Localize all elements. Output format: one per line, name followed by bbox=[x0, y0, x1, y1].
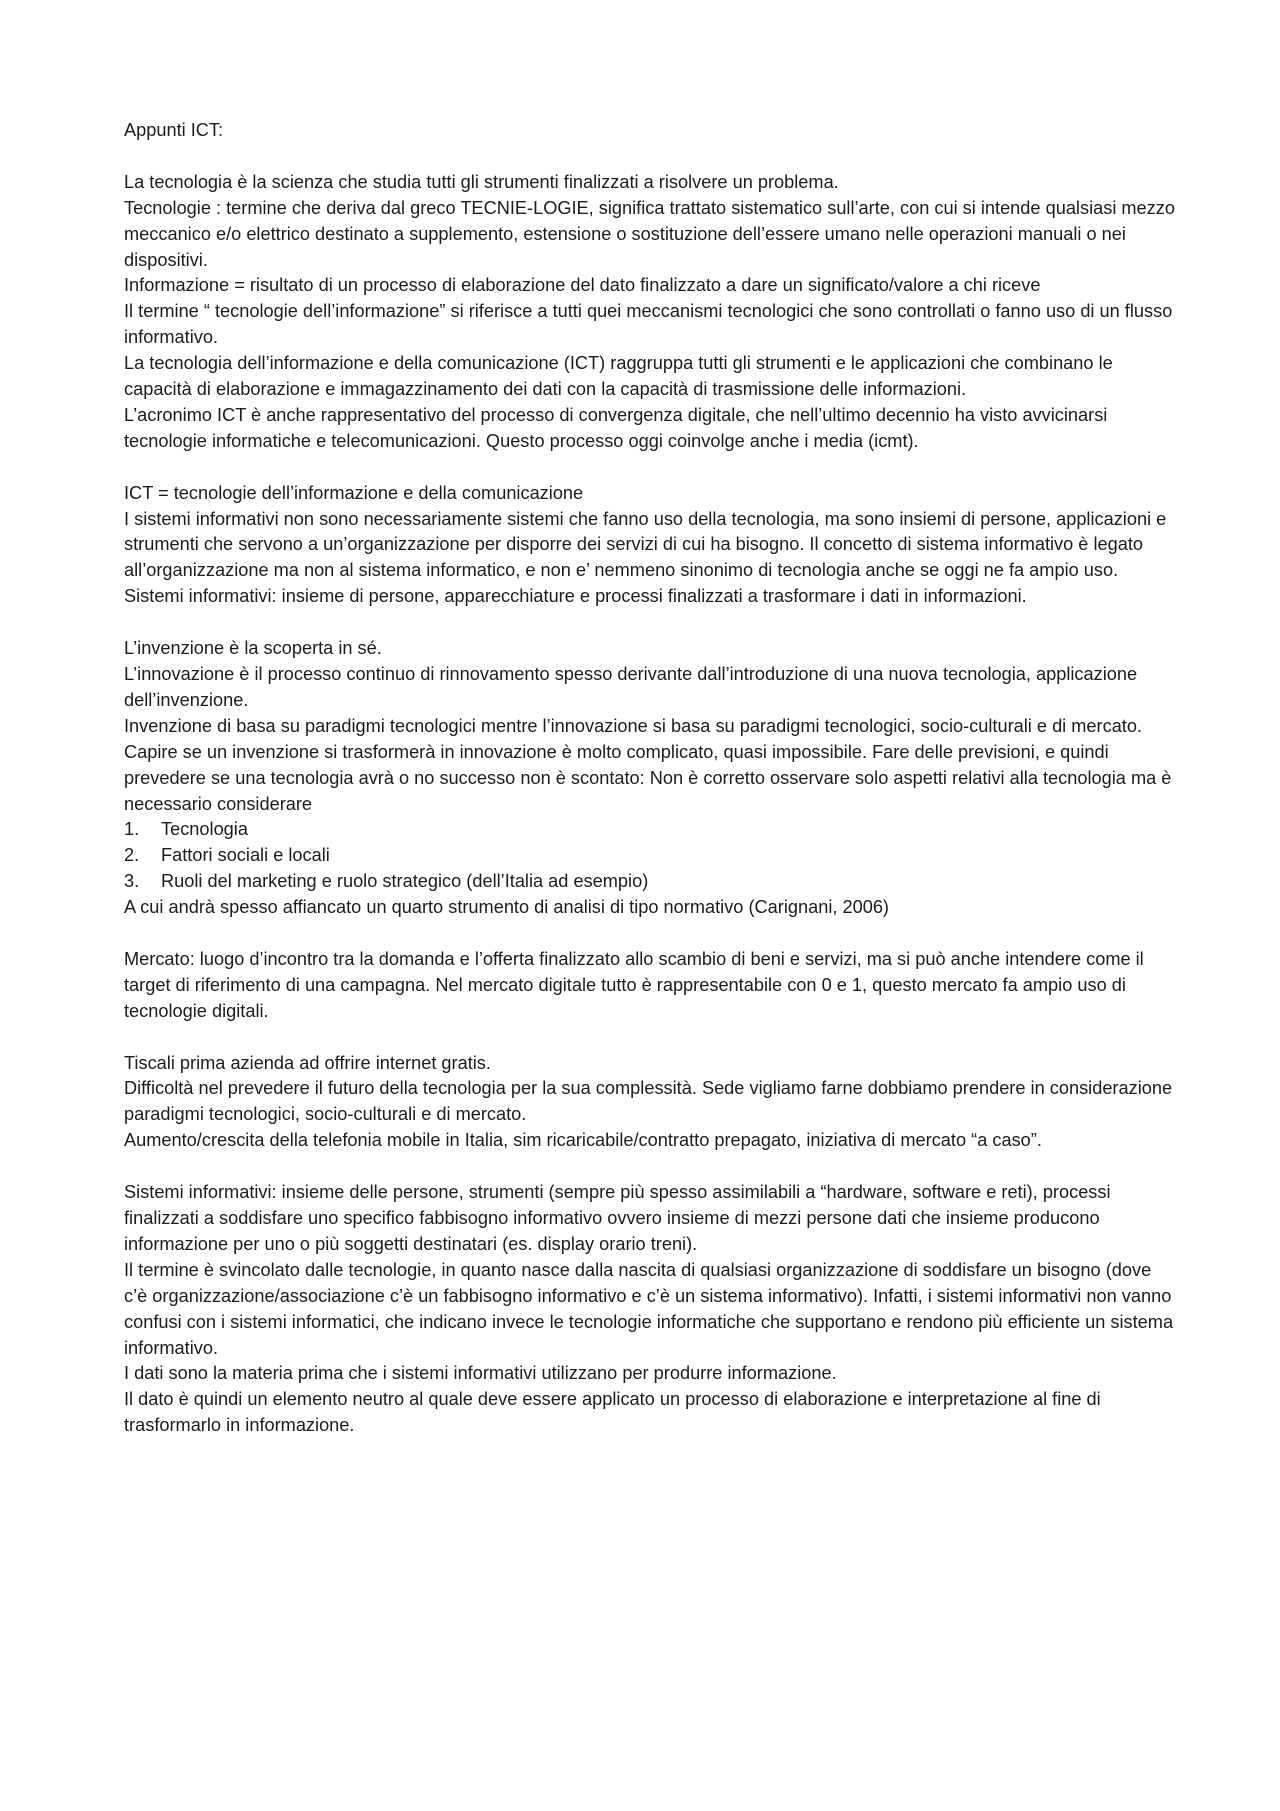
paragraph: Il termine “ tecnologie dell’informazione” si riferisce a tutti quei meccanismi tecnologici che sono controllati o fanno uso di un flusso informativo. bbox=[124, 301, 1173, 348]
paragraph: I dati sono la materia prima che i sistemi informativi utilizzano per produrre informazione. bbox=[124, 1363, 837, 1384]
section-information-systems-detail bbox=[124, 1180, 1179, 1439]
paragraph: Tiscali prima azienda ad offrire internet gratis. bbox=[124, 1052, 491, 1073]
list-number: 1. bbox=[124, 819, 140, 840]
numbered-list bbox=[124, 817, 1179, 895]
paragraph: Il termine è svincolato dalle tecnologie, in quanto nasce dalla nascita di qualsiasi organizzazione di soddisfare un bisogno (dove c’è organizzazione/associazione c’è un fabbisogno informativo e c’è un sistema informativo). Infatti, i sistemi informativi non vanno confusi con i sistemi informatici, che indicano invece le tecnologie informatiche che supportano e rendono più efficiente un sistema informativo. bbox=[124, 1259, 1174, 1358]
paragraph: Informazione = risultato di un processo di elaborazione del dato finalizzato a dare un significato/valore a chi riceve bbox=[124, 275, 1041, 296]
section-invention-innovation bbox=[124, 636, 1179, 921]
spacer bbox=[124, 921, 1179, 947]
spacer bbox=[124, 610, 1179, 636]
section-market bbox=[124, 947, 1179, 1025]
spacer bbox=[124, 455, 1179, 481]
paragraph: Invenzione di basa su paradigmi tecnologici mentre l’innovazione si basa su paradigmi tecnologici, socio-culturali e di mercato. bbox=[124, 715, 1143, 736]
list-text: Tecnologia bbox=[161, 819, 248, 840]
list-item bbox=[124, 817, 1179, 843]
document-title: Appunti ICT: bbox=[124, 120, 224, 140]
section-ict-definitions bbox=[124, 170, 1179, 455]
list-number: 2. bbox=[124, 845, 140, 866]
paragraph: Aumento/crescita della telefonia mobile in Italia, sim ricaricabile/contratto prepagato, iniziativa di mercato “a caso”. bbox=[124, 1130, 1042, 1151]
paragraph: Sistemi informativi: insieme di persone, apparecchiature e processi finalizzati a trasformare i dati in informazioni. bbox=[124, 586, 1027, 607]
paragraph: L’acronimo ICT è anche rappresentativo del processo di convergenza digitale, che nell’ultimo decennio ha visto avvicinarsi tecnologie informatiche e telecomunicazioni. Questo processo oggi coinvolge anche i media (icmt). bbox=[124, 404, 1108, 451]
paragraph: Sistemi informativi: insieme delle persone, strumenti (sempre più spesso assimilabili a “hardware, software e reti), processi finalizzati a soddisfare uno specifico fabbisogno informativo ovvero insieme di mezzi persone dati che insieme producono informazione per uno o più soggetti destinatari (es. display orario treni). bbox=[124, 1182, 1111, 1254]
list-item bbox=[124, 843, 1179, 869]
paragraph: La tecnologia dell’informazione e della comunicazione (ICT) raggruppa tutti gli strumenti e le applicazioni che combinano le capacità di elaborazione e immagazzinamento dei dati con la capacità di trasmissione delle informazioni. bbox=[124, 353, 1113, 400]
section-information-systems bbox=[124, 481, 1179, 611]
spacer bbox=[124, 144, 1179, 170]
paragraph: L’innovazione è il processo continuo di rinnovamento spesso derivante dall’introduzione di una nuova tecnologia, applicazione dell’invenzione. bbox=[124, 663, 1138, 710]
paragraph: ICT = tecnologie dell’informazione e della comunicazione bbox=[124, 482, 584, 503]
paragraph: Tecnologie : termine che deriva dal greco TECNIE-LOGIE, significa trattato sistematico sull’arte, con cui si intende qualsiasi mezzo meccanico e/o elettrico destinato a supplemento, estensione o sostituzione dell’essere umano nelle operazioni manuali o nei dispositivi. bbox=[124, 197, 1175, 270]
spacer bbox=[124, 1154, 1179, 1180]
list-text: Fattori sociali e locali bbox=[161, 845, 330, 866]
section-tiscali bbox=[124, 1051, 1179, 1155]
paragraph: L’invenzione è la scoperta in sé. bbox=[124, 638, 382, 659]
paragraph: Il dato è quindi un elemento neutro al quale deve essere applicato un processo di elaborazione e interpretazione al fine di trasformarlo in informazione. bbox=[124, 1389, 1101, 1436]
paragraph: Capire se un invenzione si trasformerà in innovazione è molto complicato, quasi impossibile. Fare delle previsioni, e quindi prevedere se una tecnologia avrà o no successo non è scontato: Non è corretto osservare solo aspetti relativi alla tecnologia ma è necessario considerare bbox=[124, 741, 1172, 814]
list-text: Ruoli del marketing e ruolo strategico (dell’Italia ad esempio) bbox=[161, 871, 649, 892]
paragraph: Mercato: luogo d’incontro tra la domanda e l’offerta finalizzato allo scambio di beni e servizi, ma si può anche intendere come il target di riferimento di una campagna. Nel mercato digitale tutto è rappresentabile con 0 e 1, questo mercato fa ampio uso di tecnologie digitali. bbox=[124, 948, 1144, 1021]
spacer bbox=[124, 1025, 1179, 1051]
paragraph: I sistemi informativi non sono necessariamente sistemi che fanno uso della tecnologia, ma sono insiemi di persone, applicazioni e strumenti che servono a un’organizzazione per disporre dei servizi di cui ha bisogno. Il concetto di sistema informativo è legato all’organizzazione ma non al sistema informatico, e non e’ nemmeno sinonimo di tecnologia anche se oggi ne fa ampio uso. bbox=[124, 508, 1167, 581]
document-page bbox=[124, 118, 1179, 1439]
list-item bbox=[124, 869, 1179, 895]
paragraph: Difficoltà nel prevedere il futuro della tecnologia per la sua complessità. Sede vigliamo farne dobbiamo prendere in considerazione paradigmi tecnologici, socio-culturali e di mercato. bbox=[124, 1078, 1173, 1125]
paragraph: La tecnologia è la scienza che studia tutti gli strumenti finalizzati a risolvere un problema. bbox=[124, 171, 839, 192]
paragraph: A cui andrà spesso affiancato un quarto strumento di analisi di tipo normativo (Carignani, 2006) bbox=[124, 897, 889, 918]
list-number: 3. bbox=[124, 871, 140, 892]
